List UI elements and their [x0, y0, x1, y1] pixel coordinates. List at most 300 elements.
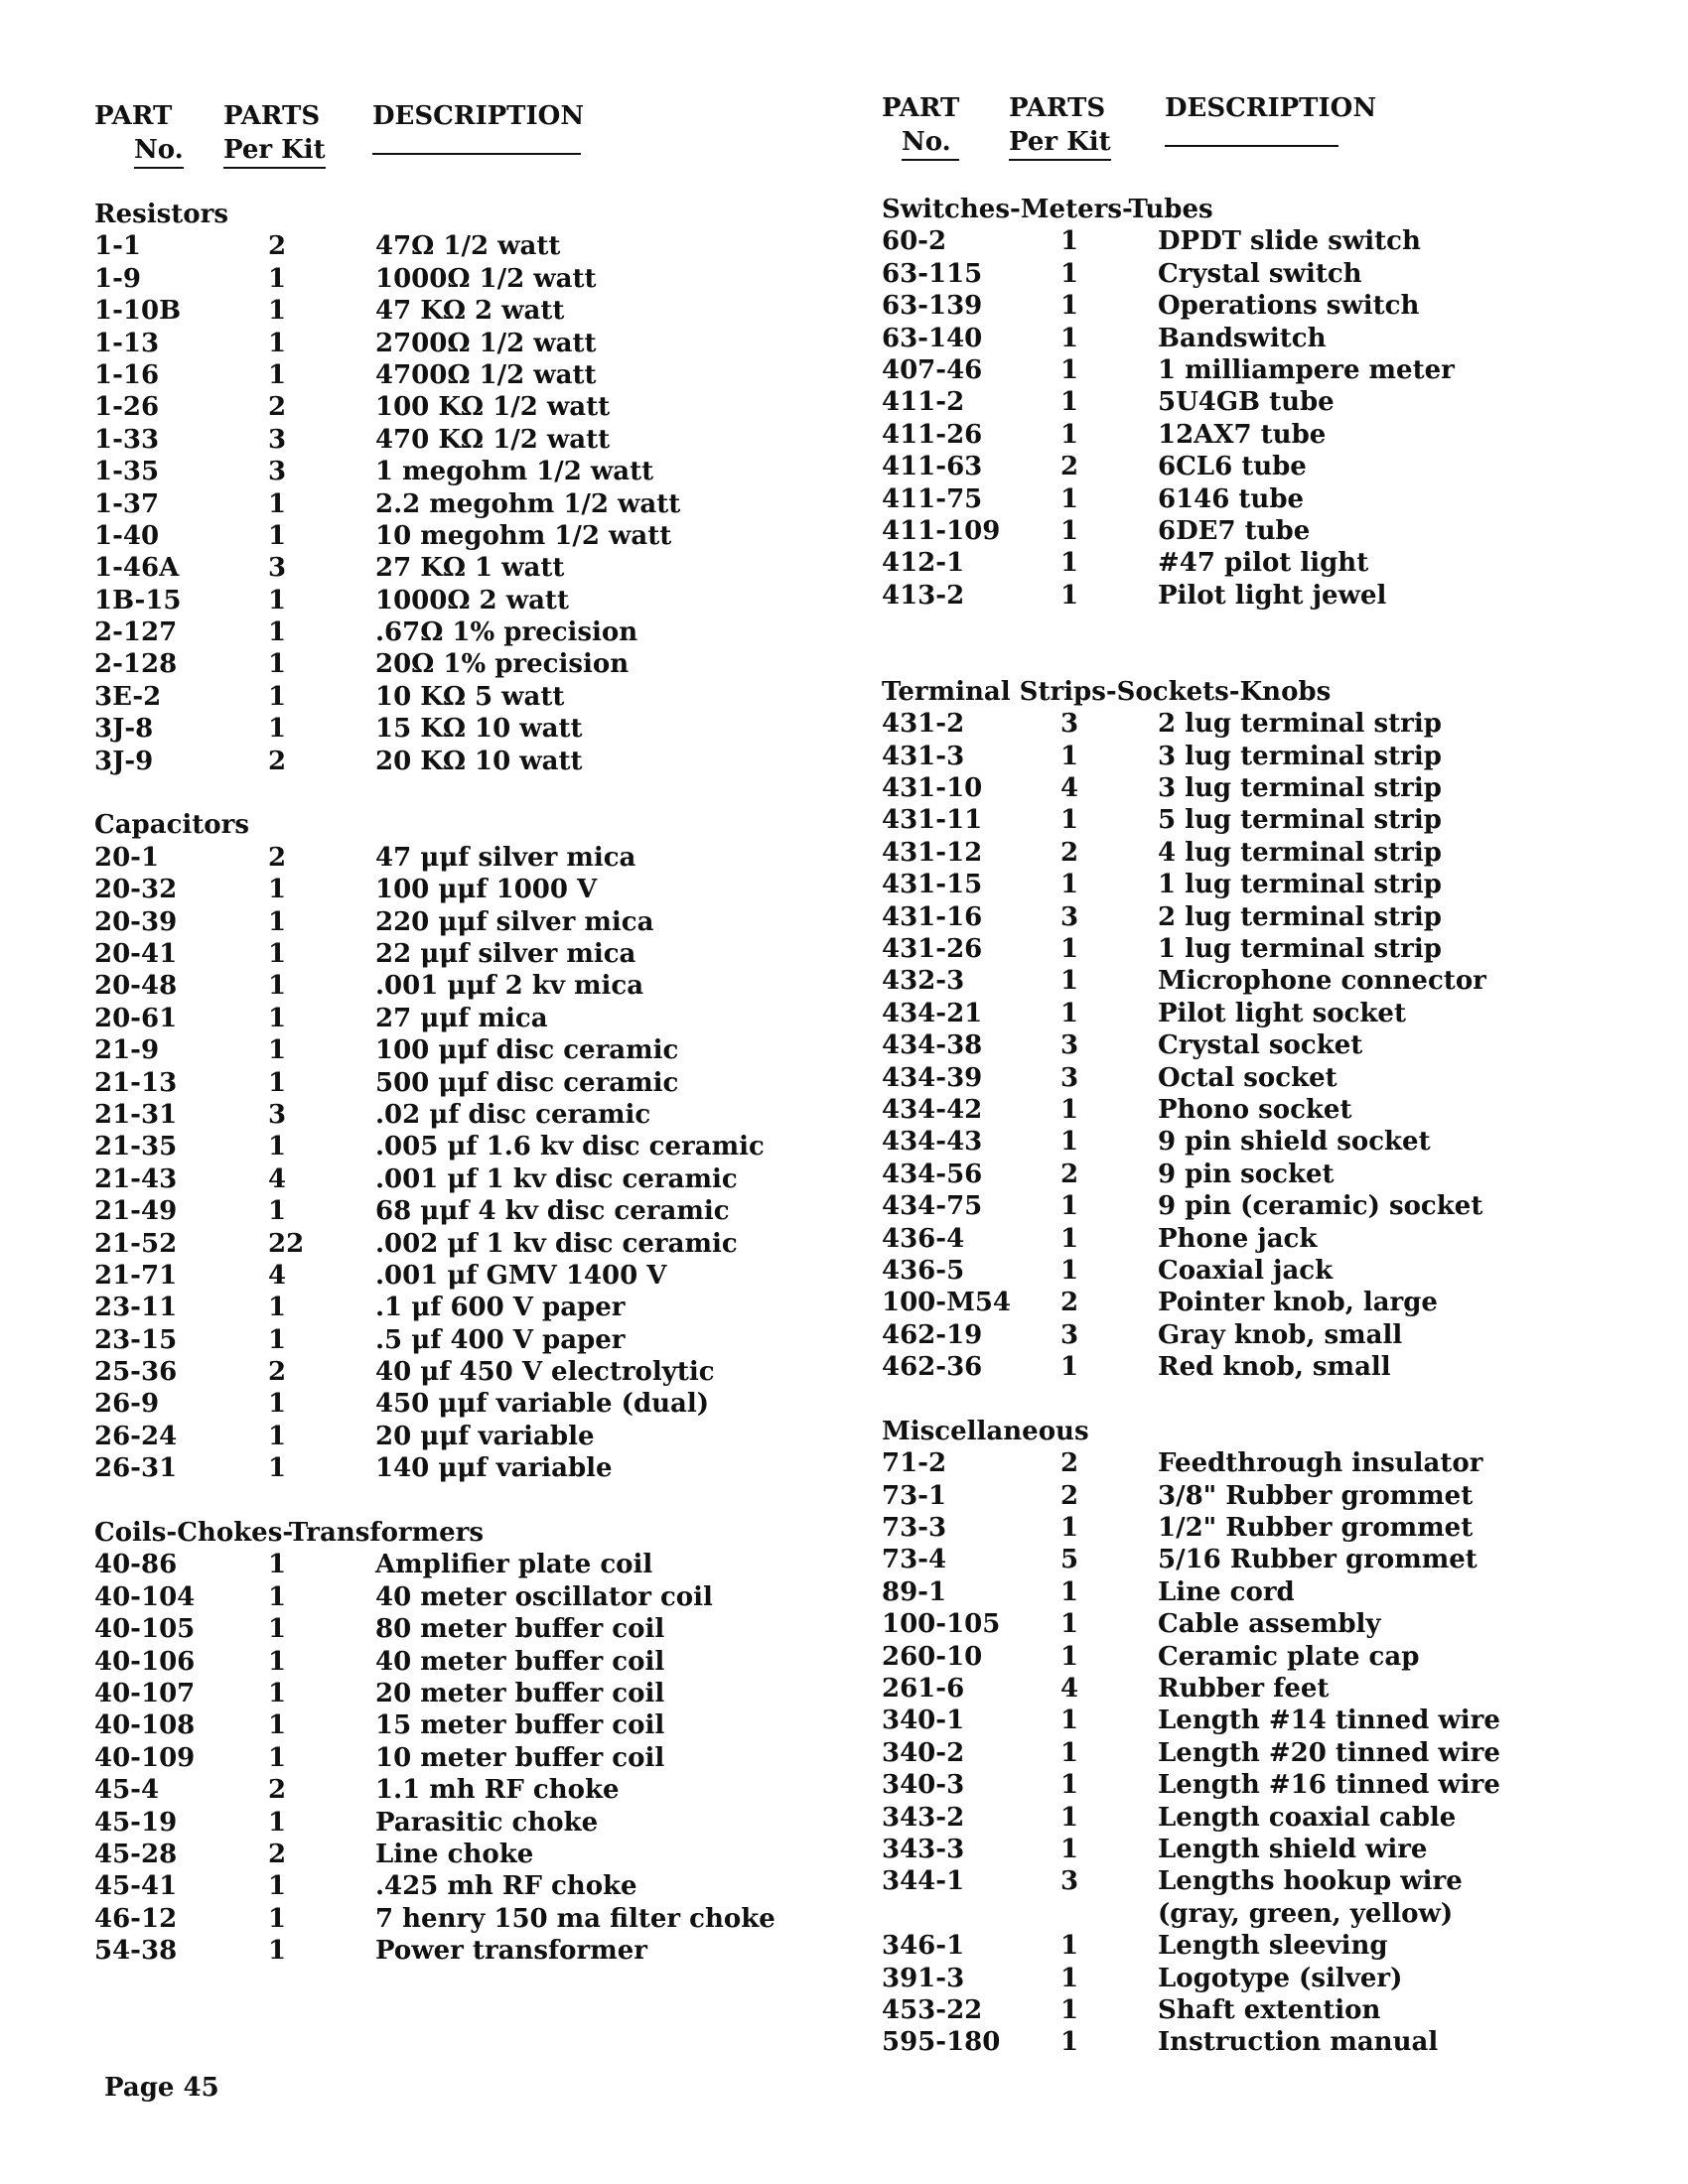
parts-row: [94, 1807, 809, 1839]
quantity: 1: [1060, 870, 1079, 900]
description: 40 μf 450 V electrolytic: [375, 1357, 715, 1388]
left-parts-column: [94, 199, 809, 1967]
parts-row: [882, 258, 1597, 290]
parts-row: [882, 1351, 1597, 1383]
description: .001 μf GMV 1400 V: [375, 1260, 667, 1291]
parts-row: [94, 1774, 809, 1806]
parts-row: [94, 713, 809, 745]
description: #47 pilot light: [1158, 548, 1369, 579]
description: Feedthrough insulator: [1158, 1448, 1483, 1479]
quantity: 1: [1060, 1513, 1079, 1544]
description: Length coaxial cable: [1158, 1802, 1457, 1833]
parts-row: [882, 354, 1597, 386]
part-number: 1-16: [94, 359, 160, 390]
part-number: 71-2: [882, 1448, 947, 1479]
description: 1 milliampere meter: [1158, 354, 1455, 385]
parts-row: [94, 1034, 809, 1066]
part-number: 411-75: [882, 483, 983, 514]
description: .002 μf 1 kv disc ceramic: [375, 1228, 738, 1259]
part-number: 1-46A: [94, 553, 180, 584]
description: Length #20 tinned wire: [1158, 1737, 1500, 1768]
description: Ceramic plate cap: [1158, 1641, 1420, 1672]
description: Parasitic choke: [375, 1807, 599, 1838]
quantity: 3: [1060, 709, 1079, 740]
part-number: 407-46: [882, 354, 983, 385]
quantity: 1: [1060, 805, 1079, 836]
quantity: 1: [1060, 1802, 1079, 1833]
part-number: 20-41: [94, 938, 178, 969]
description: 2 lug terminal strip: [1158, 901, 1442, 932]
quantity: 1: [1060, 291, 1079, 322]
parts-row: [882, 2026, 1597, 2058]
part-number: 63-139: [882, 291, 983, 322]
description: 3/8" Rubber grommet: [1158, 1480, 1474, 1511]
description: Length #14 tinned wire: [1158, 1706, 1500, 1736]
section-spacer: [882, 612, 1597, 676]
parts-row: [94, 1131, 809, 1162]
quantity: 1: [1060, 1770, 1079, 1801]
parts-row: [882, 547, 1597, 579]
quantity: 1: [1060, 515, 1079, 546]
part-number: 40-104: [94, 1581, 196, 1612]
description: Bandswitch: [1158, 323, 1327, 353]
parts-row: [94, 1228, 809, 1260]
part-number: 261-6: [882, 1673, 965, 1704]
quantity: 1: [268, 1453, 287, 1484]
parts-row: [882, 1544, 1597, 1575]
header-part: PART: [882, 93, 960, 123]
description: Logotype (silver): [1158, 1963, 1403, 1993]
quantity: 1: [268, 263, 287, 294]
parts-row: [882, 1319, 1597, 1351]
description: 220 μμf silver mica: [375, 906, 654, 937]
section-heading: Miscellaneous: [882, 1416, 1089, 1446]
parts-row: [94, 1421, 809, 1452]
part-number: 63-140: [882, 323, 983, 353]
part-number: 431-26: [882, 934, 983, 964]
description: 4 lug terminal strip: [1158, 837, 1442, 868]
parts-row: [94, 970, 809, 1002]
description: Phono socket: [1158, 1094, 1352, 1125]
part-number: 21-35: [94, 1132, 178, 1162]
part-number: 1-26: [94, 392, 160, 423]
part-number: 21-71: [94, 1260, 178, 1291]
part-number: 21-13: [94, 1067, 178, 1098]
section-spacer: [94, 777, 809, 809]
quantity: 1: [268, 1035, 287, 1066]
part-number: 20-32: [94, 875, 178, 905]
description-underline: [372, 133, 581, 155]
description: 9 pin shield socket: [1158, 1127, 1431, 1158]
quantity: 3: [268, 553, 287, 584]
part-number: 343-2: [882, 1802, 965, 1833]
description: 1/2" Rubber grommet: [1158, 1513, 1474, 1544]
description: Octal socket: [1158, 1062, 1337, 1093]
description: Pilot light socket: [1158, 998, 1406, 1028]
part-number: 3J-9: [94, 746, 154, 776]
description: 5/16 Rubber grommet: [1158, 1545, 1477, 1575]
part-number: 431-11: [882, 805, 983, 836]
description: .1 μf 600 V paper: [375, 1293, 626, 1323]
part-number: 431-15: [882, 870, 983, 900]
description: 5U4GB tube: [1158, 387, 1335, 418]
right-header-description: [1165, 91, 1376, 147]
section-spacer: [882, 1383, 1597, 1415]
parts-row: [882, 1062, 1597, 1094]
header-part: PART: [94, 101, 173, 131]
quantity: 1: [268, 1710, 287, 1741]
parts-row: [882, 1737, 1597, 1769]
description: Length sleeving: [1158, 1931, 1388, 1962]
quantity: 1: [1060, 1127, 1079, 1158]
quantity: 3: [1060, 1866, 1079, 1897]
quantity: 2: [1060, 1159, 1079, 1189]
parts-row: [882, 1480, 1597, 1512]
left-header-parts: [223, 99, 326, 169]
part-number: 436-4: [882, 1223, 965, 1254]
parts-row: [94, 424, 809, 456]
description: .005 μf 1.6 kv disc ceramic: [375, 1132, 765, 1162]
quantity: 1: [268, 714, 287, 745]
quantity: 1: [1060, 1191, 1079, 1222]
parts-row: [882, 1223, 1597, 1255]
description: 2.2 megohm 1/2 watt: [375, 488, 681, 519]
part-number: 434-21: [882, 998, 983, 1028]
right-parts-column: [882, 194, 1597, 2059]
description: 9 pin socket: [1158, 1159, 1335, 1189]
description: Lengths hookup wire: [1158, 1866, 1463, 1897]
parts-row: [882, 772, 1597, 804]
parts-row: [882, 323, 1597, 354]
section-heading: Resistors: [94, 200, 228, 229]
quantity: 1: [268, 585, 287, 615]
quantity: 3: [1060, 1062, 1079, 1093]
quantity: 1: [268, 649, 287, 680]
quantity: 1: [268, 359, 287, 390]
part-number: 40-106: [94, 1646, 196, 1677]
description: 3 lug terminal strip: [1158, 773, 1442, 804]
part-number: 411-26: [882, 419, 983, 450]
quantity: 1: [268, 1196, 287, 1227]
parts-row: [882, 837, 1597, 869]
left-header-part: [94, 99, 184, 169]
part-number: 40-86: [94, 1550, 178, 1580]
part-number: 434-39: [882, 1062, 983, 1093]
part-number: 54-38: [94, 1936, 178, 1967]
quantity: 1: [268, 1871, 287, 1902]
section-heading: Capacitors: [94, 810, 249, 841]
description: (gray, green, yellow): [1158, 1898, 1454, 1929]
quantity: 1: [268, 1807, 287, 1838]
parts-row: [882, 225, 1597, 257]
section-heading: Terminal Strips-Sockets-Knobs: [882, 676, 1332, 707]
part-number: 21-49: [94, 1196, 178, 1227]
quantity: 1: [1060, 387, 1079, 418]
header-description: DESCRIPTION: [1165, 93, 1377, 123]
description: 22 μμf silver mica: [375, 938, 636, 969]
part-number: 595-180: [882, 2027, 1001, 2058]
quantity: 1: [268, 1903, 287, 1934]
right-header-part: [882, 91, 959, 161]
part-number: 20-48: [94, 971, 178, 1002]
description: 5 lug terminal strip: [1158, 805, 1442, 836]
part-number: 23-11: [94, 1293, 178, 1323]
parts-row: [882, 290, 1597, 322]
parts-row: [882, 998, 1597, 1029]
part-number: 100-M54: [882, 1288, 1012, 1318]
description: 1000Ω 2 watt: [375, 585, 569, 615]
description: 20Ω 1% precision: [375, 649, 630, 680]
description: .67Ω 1% precision: [375, 617, 638, 648]
quantity: 22: [268, 1228, 305, 1259]
quantity: 1: [1060, 934, 1079, 964]
part-number: 434-43: [882, 1127, 983, 1158]
parts-row: [882, 1834, 1597, 1865]
description: 1.1 mh RF choke: [375, 1775, 620, 1806]
parts-row: [94, 456, 809, 487]
section-heading: Switches-Meters-Tubes: [882, 195, 1213, 224]
parts-row: [94, 1709, 809, 1741]
description: 12AX7 tube: [1158, 419, 1327, 450]
quantity: 1: [1060, 1706, 1079, 1736]
description: 2 lug terminal strip: [1158, 709, 1442, 740]
quantity: 1: [1060, 323, 1079, 353]
quantity: 3: [1060, 901, 1079, 932]
parts-row: [882, 1930, 1597, 1962]
description: 2700Ω 1/2 watt: [375, 328, 597, 358]
part-number: 434-56: [882, 1159, 983, 1189]
part-number: 1-40: [94, 520, 160, 551]
description: 27 μμf mica: [375, 1003, 548, 1033]
quantity: 1: [1060, 741, 1079, 771]
quantity: 3: [1060, 1319, 1079, 1350]
quantity: 1: [268, 1389, 287, 1420]
description: Coaxial jack: [1158, 1255, 1334, 1286]
quantity: 1: [1060, 1223, 1079, 1254]
parts-row: [882, 1705, 1597, 1736]
description-underline: [1165, 125, 1338, 147]
part-number: 25-36: [94, 1357, 178, 1388]
description: 47 KΩ 2 watt: [375, 296, 565, 327]
part-number: 2-127: [94, 617, 178, 648]
parts-row: [94, 1646, 809, 1678]
part-number: 1-1: [94, 231, 141, 262]
parts-row: [94, 1324, 809, 1356]
parts-row: [94, 1260, 809, 1292]
parts-row: [882, 1159, 1597, 1190]
part-number: 346-1: [882, 1931, 965, 1962]
part-number: 431-12: [882, 837, 983, 868]
parts-row: [94, 295, 809, 327]
quantity: 2: [268, 842, 287, 873]
part-number: 73-4: [882, 1545, 947, 1575]
description: 100 KΩ 1/2 watt: [375, 392, 611, 423]
part-number: 63-115: [882, 258, 983, 289]
parts-row: [94, 585, 809, 616]
part-number: 340-2: [882, 1737, 965, 1768]
description: 47Ω 1/2 watt: [375, 231, 561, 262]
description: 1 lug terminal strip: [1158, 934, 1442, 964]
description: 100 μμf disc ceramic: [375, 1035, 679, 1066]
part-number: 436-5: [882, 1255, 965, 1286]
description: 40 meter oscillator coil: [375, 1581, 713, 1612]
part-number: 1B-15: [94, 585, 182, 615]
part-number: 391-3: [882, 1963, 965, 1993]
part-number: 411-109: [882, 515, 1001, 546]
quantity: 1: [268, 1067, 287, 1098]
part-number: 3J-8: [94, 714, 154, 745]
quantity: 2: [1060, 1288, 1079, 1318]
part-number: 2-128: [94, 649, 178, 680]
quantity: 4: [268, 1260, 287, 1291]
quantity: 2: [268, 1357, 287, 1388]
quantity: 1: [1060, 354, 1079, 385]
description: 7 henry 150 ma filter choke: [375, 1903, 775, 1934]
part-number: 462-19: [882, 1319, 983, 1350]
parts-row: [882, 1576, 1597, 1608]
parts-row: [882, 1963, 1597, 1994]
parts-row: [94, 1678, 809, 1709]
quantity: 1: [268, 1646, 287, 1677]
parts-row: [882, 1447, 1597, 1479]
description: 1 megohm 1/2 watt: [375, 457, 654, 487]
description: Line choke: [375, 1839, 534, 1869]
parts-row: [94, 938, 809, 970]
part-number: 412-1: [882, 548, 965, 579]
parts-row: [882, 965, 1597, 997]
description: 100 μμf 1000 V: [375, 875, 598, 905]
quantity: 1: [1060, 966, 1079, 997]
part-number: 100-105: [882, 1609, 1001, 1640]
description: 20 meter buffer coil: [375, 1678, 665, 1708]
description: 10 megohm 1/2 watt: [375, 520, 672, 551]
quantity: 1: [268, 681, 287, 712]
quantity: 2: [1060, 1448, 1079, 1479]
parts-row: [94, 1067, 809, 1099]
description: .425 mh RF choke: [375, 1871, 637, 1902]
description: 40 meter buffer coil: [375, 1646, 665, 1677]
left-header-description: [372, 99, 584, 155]
part-number: 413-2: [882, 580, 965, 611]
description: Shaft extention: [1158, 1994, 1381, 2025]
part-number: 45-41: [94, 1871, 178, 1902]
parts-row: [94, 1581, 809, 1613]
quantity: 1: [268, 875, 287, 905]
parts-row: [94, 648, 809, 680]
part-number: 1-10B: [94, 296, 182, 327]
part-number: 431-10: [882, 773, 983, 804]
parts-row: [882, 1608, 1597, 1640]
parts-row: [94, 842, 809, 874]
parts-row: [882, 1255, 1597, 1287]
quantity: 1: [268, 328, 287, 358]
parts-row: [882, 386, 1597, 418]
quantity: 1: [1060, 1994, 1079, 2025]
description: 3 lug terminal strip: [1158, 741, 1442, 771]
description: 80 meter buffer coil: [375, 1614, 665, 1645]
description: Operations switch: [1158, 291, 1420, 322]
parts-row: [882, 483, 1597, 515]
part-number: 21-9: [94, 1035, 160, 1066]
quantity: 1: [1060, 1576, 1079, 1607]
part-number: 21-43: [94, 1163, 178, 1194]
description: Pointer knob, large: [1158, 1288, 1438, 1318]
quantity: 1: [1060, 1963, 1079, 1993]
part-number: 20-39: [94, 906, 178, 937]
parts-row: [882, 1094, 1597, 1126]
description: 1000Ω 1/2 watt: [375, 263, 597, 294]
parts-row: [94, 263, 809, 295]
quantity: 3: [1060, 1030, 1079, 1061]
part-number: 23-15: [94, 1324, 178, 1355]
quantity: 1: [268, 1614, 287, 1645]
quantity: 2: [268, 392, 287, 423]
part-number: 3E-2: [94, 681, 162, 712]
quantity: 1: [1060, 1834, 1079, 1864]
description: 47 μμf silver mica: [375, 842, 636, 873]
description: Amplifier plate coil: [375, 1550, 653, 1580]
description: Rubber feet: [1158, 1673, 1330, 1704]
part-number: 20-61: [94, 1003, 178, 1033]
part-number: 1-37: [94, 488, 160, 519]
quantity: 1: [1060, 226, 1079, 257]
description: 20 μμf variable: [375, 1421, 595, 1451]
parts-row: [94, 1388, 809, 1420]
part-number: 1-33: [94, 424, 160, 455]
part-number: 40-105: [94, 1614, 196, 1645]
part-number: 60-2: [882, 226, 947, 257]
parts-row: [882, 1898, 1597, 1930]
parts-row: [94, 1935, 809, 1967]
parts-row: [94, 1099, 809, 1131]
description: 500 μμf disc ceramic: [375, 1067, 679, 1098]
quantity: 3: [268, 1099, 287, 1130]
part-number: 89-1: [882, 1576, 947, 1607]
part-number: 21-52: [94, 1228, 178, 1259]
description: 6146 tube: [1158, 483, 1305, 514]
part-number: 1-9: [94, 263, 141, 294]
description: Instruction manual: [1158, 2027, 1439, 2058]
quantity: 1: [1060, 419, 1079, 450]
quantity: 2: [268, 746, 287, 776]
quantity: 1: [268, 1581, 287, 1612]
parts-row: [882, 1641, 1597, 1673]
quantity: 1: [268, 488, 287, 519]
part-number: 431-3: [882, 741, 965, 771]
header-per-kit: Per Kit: [1009, 125, 1111, 161]
part-number: 453-22: [882, 1994, 983, 2025]
part-number: 344-1: [882, 1866, 965, 1897]
parts-row: [882, 515, 1597, 547]
parts-row: [94, 1870, 809, 1902]
part-number: 260-10: [882, 1641, 983, 1672]
parts-row: [94, 1903, 809, 1935]
description: .5 μf 400 V paper: [375, 1324, 626, 1355]
part-number: 40-109: [94, 1742, 196, 1773]
quantity: 1: [268, 520, 287, 551]
quantity: 1: [1060, 483, 1079, 514]
header-per-kit: Per Kit: [223, 133, 326, 169]
description: .001 μf 1 kv disc ceramic: [375, 1163, 738, 1194]
parts-row: [882, 1029, 1597, 1061]
quantity: 2: [1060, 1480, 1079, 1511]
part-number: 46-12: [94, 1903, 178, 1934]
parts-row: [94, 520, 809, 552]
parts-row: [94, 488, 809, 520]
section-spacer: [94, 1485, 809, 1517]
parts-row: [882, 1994, 1597, 2026]
quantity: 1: [268, 1293, 287, 1323]
